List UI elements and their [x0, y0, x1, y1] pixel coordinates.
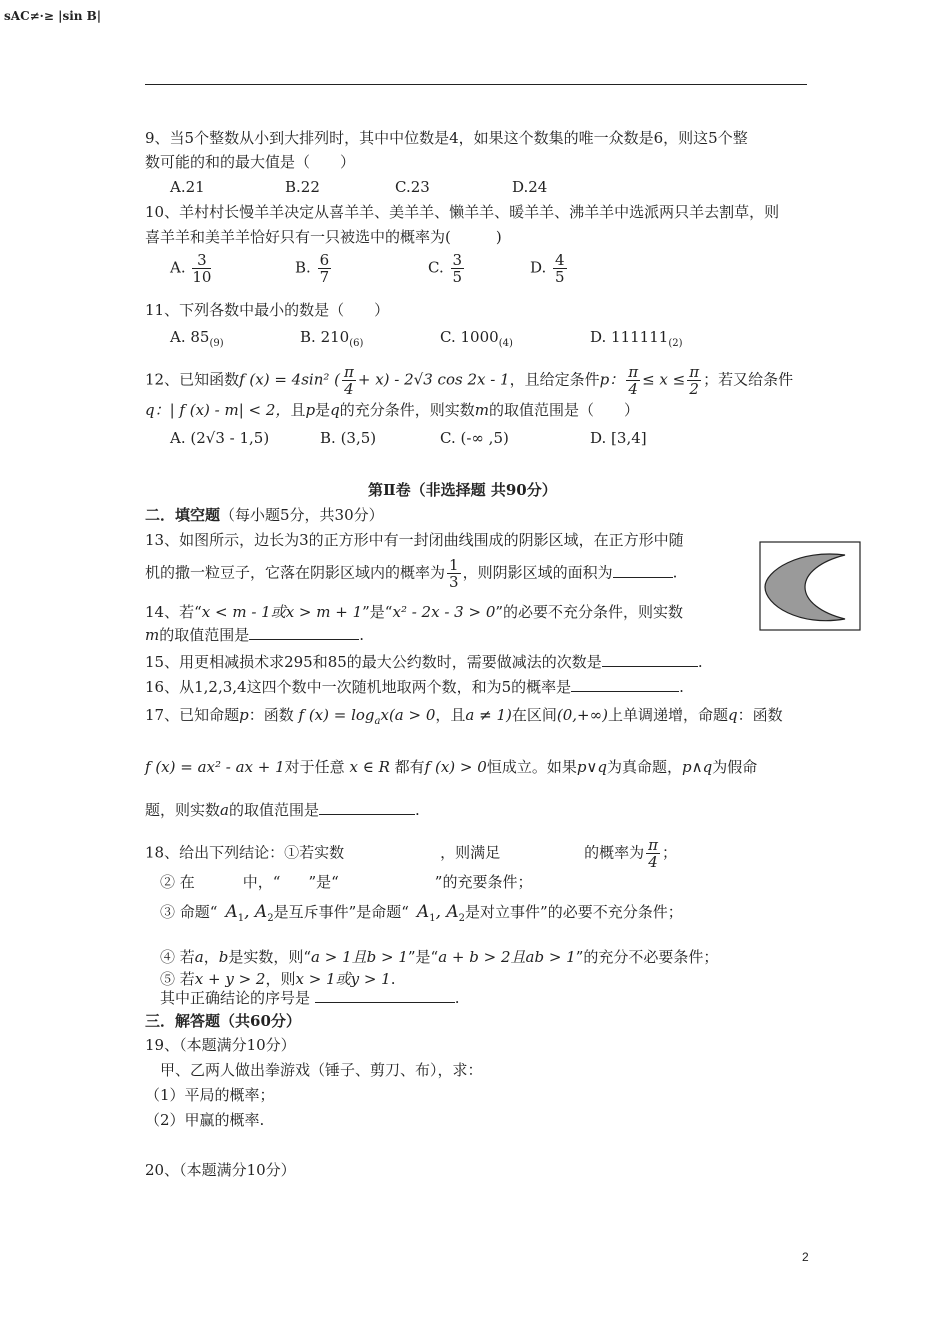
q17-line1: 17、已知命题p：函数 f $(x) = \log_ax(a > 0$，且a ≠ 1)在区间(0,+∞)上单调递增，命题q：函数	[145, 706, 783, 727]
q18-line1: 18、给出下列结论：①若实数 ，则满足 的概率为 $\frac{\pi}{4}$ ；	[145, 836, 677, 871]
q11-option-a: A. $85_{(9)}$	[170, 328, 224, 349]
q18-line2: ② 在 中，“ ”是“ ”的充要条件；	[160, 873, 533, 891]
q18-line5: ⑤ 若x + y > 2，则x > 1或y > 1.	[160, 970, 396, 988]
header-artifact: sAC≠·≥ |sin B|	[4, 9, 102, 23]
q9-line1: 9、当5个整数从小到大排列时，其中中位数是4，如果这个数集的唯一众数是6，则这5个整	[145, 129, 748, 147]
q12-option-c: C. (-∞ ,5)	[440, 429, 509, 447]
q19-sub2: （2）甲赢的概率.	[145, 1111, 265, 1129]
q12-option-d: D. [3,4]	[590, 429, 647, 447]
q12-option-b: B. (3,5)	[320, 429, 377, 447]
page-number: 2	[802, 1250, 809, 1264]
q10-a-label: A.	[170, 258, 186, 277]
q14-line2: m的取值范围是 .	[145, 626, 365, 644]
section2-title: 第Ⅱ卷（非选择题 共90分）	[368, 481, 557, 499]
q10-option-b: B. $\frac{6}{7}$	[295, 251, 330, 286]
q20-title: 20、（本题满分10分）	[145, 1161, 296, 1179]
q11-line: 11、下列各数中最小的数是（ ）	[145, 301, 390, 319]
q10-options	[170, 252, 213, 285]
q9-option-a: A.21	[170, 178, 205, 196]
q10-option-d: D. $\frac{4}{5}$	[530, 251, 565, 286]
part3-heading: 三．解答题（共60分）	[145, 1012, 301, 1030]
q10-line2: 喜羊羊和美羊羊恰好只有一只被选中的概率为( )	[145, 228, 502, 246]
q10-option-c: C. $\frac{3}{5}$	[428, 251, 463, 286]
q11-option-b: B. $210_{(6)}$	[300, 328, 364, 349]
q10-line1: 10、羊村村长慢羊羊决定从喜羊羊、美羊羊、懒羊羊、暖羊羊、沸羊羊中选派两只羊去割草，则	[145, 203, 780, 221]
q17-line3: 题，则实数a的取值范围是 .	[145, 801, 420, 819]
q12-line1: 12、已知函数f (x) = 4sin² ( $\frac{\pi}{4}$ + x) - 2√3 cos 2x - 1，且给定条件p： $\frac{\pi}{4}$ ≤ x ≤ $\frac{\pi}{2}$ ；若又给条件	[145, 363, 794, 398]
q11-option-d: D. $111111_{(2)}$	[590, 328, 683, 349]
q12-option-a: A. (2√3 - 1,5)	[170, 429, 270, 447]
q17-line2: f (x) = ax² - ax + 1对于任意 x ∈ R 都有f (x) > 0恒成立。如果p∨q为真命题，p∧q为假命	[145, 758, 758, 776]
q19-body: 甲、乙两人做出拳游戏（锤子、剪刀、布），求：	[160, 1061, 483, 1079]
q13-line1: 13、如图所示，边长为3的正方形中有一封闭曲线围成的阴影区域，在正方形中随	[145, 531, 684, 549]
q18-line3: ③ 命题“ $A_1$, $A_2$是互斥事件”是命题“ $A_1$, $A_2$是对立事件”的必要不充分条件；	[160, 902, 683, 924]
q12-line2: q：| f (x) - m| < 2，且p是q的充分条件，则实数m的取值范围是（ ）	[145, 401, 639, 419]
q19-sub1: （1）平局的概率；	[145, 1086, 275, 1104]
q9-option-c: C.23	[395, 178, 430, 196]
q19-title: 19、（本题满分10分）	[145, 1036, 296, 1054]
q18-line6: 其中正确结论的序号是 .	[160, 989, 460, 1007]
q13-figure	[759, 541, 861, 631]
q10-a-fraction: $\frac{3}{10}$	[192, 251, 212, 286]
q16-line: 16、从1,2,3,4这四个数中一次随机地取两个数，和为5的概率是 .	[145, 678, 684, 696]
q14-line1: 14、若“x < m - 1或x > m + 1”是“x² - 2x - 3 > 0”的必要不充分条件，则实数	[145, 603, 684, 621]
q11-option-c: C. $1000_{(4)}$	[440, 328, 513, 349]
header-rule	[145, 84, 807, 85]
q13-line2: 机的撒一粒豆子，它落在阴影区域内的概率为 $\frac{1}{3}$ ，则阴影区域的面积为 .	[145, 556, 678, 591]
part2-heading: 二．填空题（每小题5分，共30分）	[145, 506, 384, 524]
q18-line4: ④ 若a，b是实数，则“a > 1且b > 1”是“a + b > 2且ab > 1”的充分不必要条件；	[160, 948, 719, 966]
q9-option-b: B.22	[285, 178, 320, 196]
q15-line: 15、用更相减损术求295和85的最大公约数时，需要做减法的次数是 .	[145, 653, 703, 671]
q9-option-d: D.24	[512, 178, 548, 196]
q9-line2: 数可能的和的最大值是（ ）	[145, 153, 356, 171]
